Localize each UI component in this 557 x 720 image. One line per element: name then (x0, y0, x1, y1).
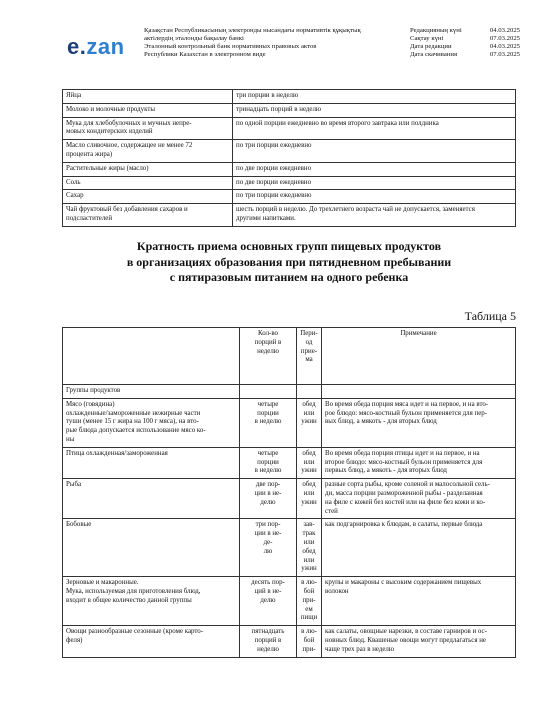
table-label: Таблица 5 (464, 309, 516, 323)
ezan-logo (67, 36, 125, 58)
empty-cell (240, 385, 297, 399)
section-title (62, 239, 516, 286)
meta-label: Дата скачивания (410, 51, 458, 58)
table-row (63, 176, 516, 190)
header-line: Қазақстан Республикасының электронды нысандағы нормативтік құқықтық (144, 27, 361, 34)
table-row (63, 626, 516, 657)
qty-cell: десять пор- ций в не- делю (240, 577, 297, 626)
header-cell-period: Пери- од прие- ма (297, 328, 322, 385)
note-cell: как салаты, овощные нарезки, в составе гарниров и ос- новных блюд. Квашеные овощи могут предлагаться не чаще трех раз в неделю (322, 626, 516, 657)
table-row (63, 204, 516, 227)
meta-label: Редакцияның күні (410, 27, 462, 34)
header-cell-qty: Кол-во порций в неделю (240, 328, 297, 385)
meta-value: 04.03.2025 (489, 43, 520, 50)
product-cell: Бобовые (63, 519, 240, 577)
frequency-cell: три порции в неделю (233, 90, 516, 104)
note-cell: как подгарнировка к блюдам, в салаты, первые блюда (322, 519, 516, 577)
meta-value: 07.03.2025 (489, 35, 520, 42)
meta-row (410, 27, 520, 35)
table-row (63, 447, 516, 478)
logo-part-zan: zan (86, 34, 125, 59)
meta-value: 04.03.2025 (489, 27, 520, 34)
period-cell: в лю- бой при- (297, 626, 322, 657)
qty-cell: две пор- ции в не- делю (240, 479, 297, 519)
product-cell: Растительные жиры (масло) (63, 162, 233, 176)
header-line: Эталонный контрольный банк нормативных правовых актов (144, 43, 317, 50)
product-cell: Молоко и молочные продукты (63, 103, 233, 117)
product-cell: Зерновые и макаронные. Мука, используемая для приготовления блюд, входит в общее количество данной группы (63, 577, 240, 626)
meta-row (410, 43, 520, 51)
product-cell: Соль (63, 176, 233, 190)
frequency-cell: шесть порций в неделю. До трехлетнего возраста чай не допускается, заменяется другими напитками. (233, 204, 516, 227)
note-cell: крупы и макароны с высоким содержанием пищевых волокон (322, 577, 516, 626)
table-row (63, 398, 516, 447)
product-cell: Яйца (63, 90, 233, 104)
period-cell: в лю- бой при- ем пищи (297, 577, 322, 626)
frequency-cell: по две порции ежедневно (233, 162, 516, 176)
period-cell: зав- трак или обед или ужин (297, 519, 322, 577)
period-cell: обед или ужин (297, 398, 322, 447)
period-cell: обед или ужин (297, 447, 322, 478)
document-header (0, 0, 557, 80)
qty-cell: четыре порции в неделю (240, 447, 297, 478)
table-row (63, 90, 516, 104)
product-cell: Рыба (63, 479, 240, 519)
header-line: Республики Казахстан в электронном виде (144, 51, 266, 58)
frequency-cell: по три порции ежедневно (233, 140, 516, 163)
empty-cell (322, 385, 516, 399)
product-cell: Чай фруктовый без добавления сахаров и подсластителей (63, 204, 233, 227)
product-cell: Мука для хлебобулочных и мучных непре- мовых кондитерских изделий (63, 117, 233, 140)
product-cell: Птица охлажденная/замороженная (63, 447, 240, 478)
qty-cell: три пор- ции в не- де- лю (240, 519, 297, 577)
qty-cell: четыре порции в неделю (240, 398, 297, 447)
meta-row (410, 35, 520, 43)
note-cell: Во время обеда порция птицы идет и на первое, и на второе блюдо: мясо-костный бульон применяется для первых блюд, а мякоть - для вторых блюд (322, 447, 516, 478)
header-dates (410, 27, 520, 59)
table-row (63, 117, 516, 140)
header-cell-note: Примечание (322, 328, 516, 385)
section-title-text: Кратность приема основных групп пищевых продуктов в организациях образования при пятидневном пребывании с пятиразовым питанием на одного ребенка (126, 239, 452, 284)
table-row (63, 577, 516, 626)
table-row (63, 103, 516, 117)
group-header-row (63, 385, 516, 399)
table-row (63, 140, 516, 163)
header-bank-title (144, 27, 394, 59)
table-row (63, 479, 516, 519)
product-cell: Мясо (говядина) охлажденные/замороженные нежирные части туши (менее 15 г жира на 100 г мяса), на вто- рые блюда допускается использование мясо ко- ны (63, 398, 240, 447)
table-row (63, 190, 516, 204)
logo-part-e: e. (67, 34, 87, 59)
period-cell: обед или ужин (297, 479, 322, 519)
table-row (63, 519, 516, 577)
meta-value: 07.03.2025 (489, 51, 520, 58)
product-cell: Масло сливочное, содержащее не менее 72 процента жира) (63, 140, 233, 163)
meta-row (410, 51, 520, 59)
table-5 (62, 327, 516, 658)
header-line: актілердің эталонды бақылау банкі (144, 35, 244, 42)
table-row (63, 162, 516, 176)
empty-cell (297, 385, 322, 399)
header-cell-empty (63, 328, 240, 385)
group-header-cell: Группы продуктов (63, 385, 240, 399)
frequency-cell: по три порции ежедневно (233, 190, 516, 204)
meta-label: Дата редакции (410, 43, 452, 50)
table-header-row (63, 328, 516, 385)
frequency-cell: по две порции ежедневно (233, 176, 516, 190)
frequency-cell: по одной порции ежедневно во время второго завтрака или полдника (233, 117, 516, 140)
meta-label: Сақтау күні (410, 35, 444, 42)
note-cell: разные сорта рыбы, кроме соленой и малосольной сель- ди, масса порции размороженной рыбы - разделанная на филе с кожей без костей или на филе без кожи и ко- стей (322, 479, 516, 519)
frequency-cell: тринадцать порций в неделю (233, 103, 516, 117)
product-cell: Овощи разнообразные сезонные (кроме карто- феля) (63, 626, 240, 657)
products-frequency-table (62, 89, 516, 227)
note-cell: Во время обеда порция мяса идет и на первое, и на вто- рое блюдо: мясо-костный бульон применяется для пер- вых блюд, а мякоть - для вторых блюд (322, 398, 516, 447)
qty-cell: пятнадцать порций в неделю (240, 626, 297, 657)
product-cell: Сахар (63, 190, 233, 204)
